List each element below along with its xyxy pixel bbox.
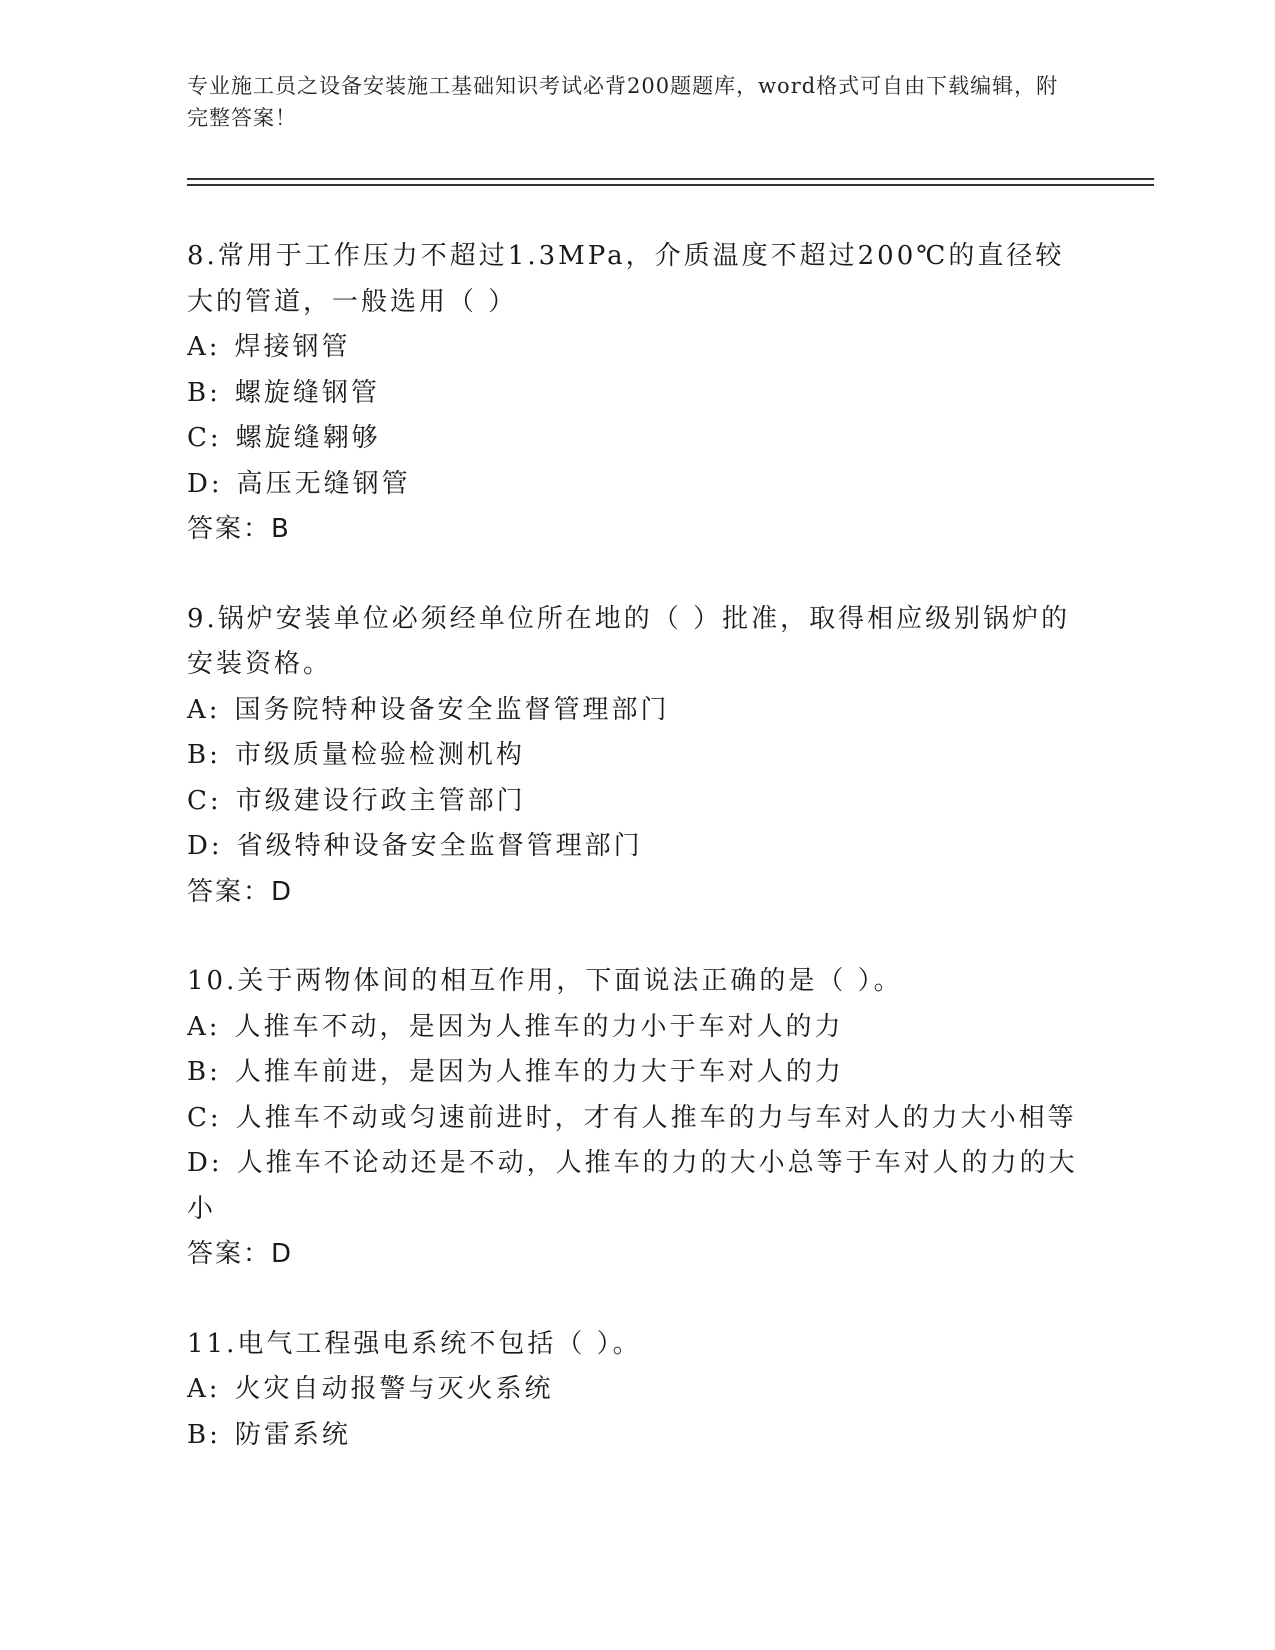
option-text: 人推车不论动还是不动，人推车的力的大小总等于车对人的力的大小: [187, 1148, 1078, 1224]
option-key: D:: [187, 831, 223, 861]
option-row: [187, 1050, 1087, 1096]
option-text: 焊接钢管: [234, 332, 351, 362]
option-text: 人推车不动，是因为人推车的力小于车对人的力: [234, 1011, 844, 1042]
question-text: 10.关于两物体间的相互作用，下面说法正确的是（ ）。: [187, 966, 903, 996]
option-key: A:: [187, 694, 221, 725]
option-text: 国务院特种设备安全监督管理部门: [234, 694, 670, 725]
option-key: B:: [187, 377, 221, 408]
answer-line: 答案：B: [187, 514, 291, 544]
option-row: [187, 688, 1087, 734]
option-text: 防雷系统: [234, 1419, 351, 1450]
question-text: 9.锅炉安装单位必须经单位所在地的（ ）批准，取得相应级别锅炉的安装资格。: [187, 603, 1071, 679]
option-row: [187, 462, 1087, 508]
question-block: [187, 234, 1087, 553]
question-list: [187, 234, 1087, 1502]
question-block: [187, 1322, 1087, 1459]
option-text: 人推车不动或匀速前进时，才有人推车的力与车对人的力大小相等: [235, 1102, 1077, 1133]
option-key: C:: [187, 1102, 222, 1133]
option-row: [187, 1367, 1087, 1413]
option-row: [187, 325, 1087, 371]
question-block: [187, 597, 1087, 916]
option-text: 人推车前进，是因为人推车的力大于车对人的力: [234, 1057, 844, 1087]
option-key: A:: [187, 1374, 221, 1404]
answer-line: 答案：D: [187, 1239, 294, 1269]
option-key: D:: [187, 1148, 223, 1178]
answer-line: 答案：D: [187, 876, 294, 907]
option-row: [187, 779, 1087, 825]
question-text: 8.常用于工作压力不超过1.3MPa，介质温度不超过200℃的直径较大的管道，一般选用（ ）: [187, 241, 1065, 317]
option-row: [187, 371, 1087, 417]
option-row: [187, 1141, 1087, 1232]
option-row: [187, 1413, 1087, 1459]
option-row: [187, 824, 1087, 870]
option-text: 火灾自动报警与灭火系统: [234, 1374, 554, 1404]
question-text: 11.电气工程强电系统不包括（ ）。: [187, 1328, 642, 1359]
option-key: B:: [187, 740, 221, 770]
option-row: [187, 1005, 1087, 1051]
option-row: [187, 1096, 1087, 1142]
option-key: C:: [187, 423, 222, 453]
option-text: 螺旋缝翱够: [235, 423, 381, 453]
option-key: A:: [187, 1011, 221, 1042]
option-text: 螺旋缝钢管: [234, 377, 380, 408]
option-text: 高压无缝钢管: [236, 468, 411, 499]
header-rule-bottom: [187, 184, 1154, 186]
option-text: 市级质量检验检测机构: [234, 740, 525, 770]
option-key: A:: [187, 332, 221, 362]
option-key: D:: [187, 468, 223, 499]
header-rule-top: [187, 178, 1154, 180]
option-text: 市级建设行政主管部门: [235, 785, 526, 816]
question-block: [187, 959, 1087, 1278]
page-header: 专业施工员之设备安装施工基础知识考试必背200题题库，word格式可自由下载编辑，附完整答案！: [187, 74, 1059, 130]
option-key: B:: [187, 1419, 221, 1450]
option-key: B:: [187, 1057, 221, 1087]
option-text: 省级特种设备安全监督管理部门: [236, 831, 643, 861]
option-row: [187, 733, 1087, 779]
option-row: [187, 416, 1087, 462]
option-key: C:: [187, 785, 222, 816]
